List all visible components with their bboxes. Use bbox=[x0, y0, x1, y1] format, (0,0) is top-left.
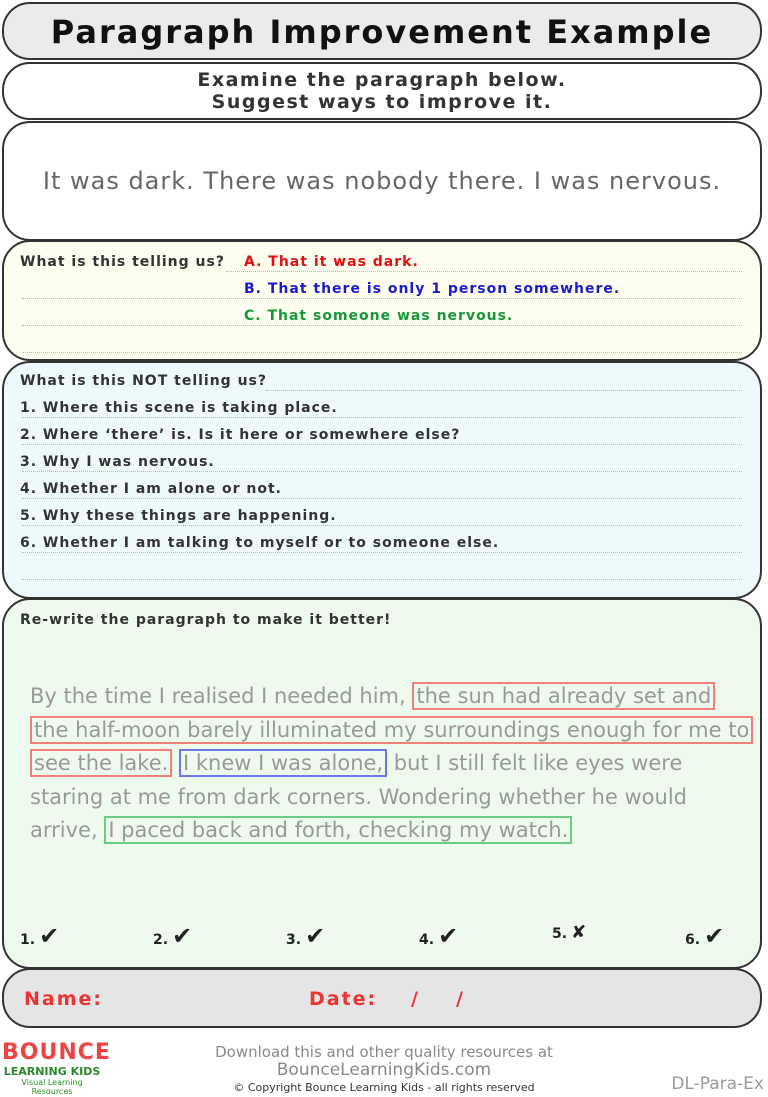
not-item: 5. Why these things are happening. bbox=[20, 508, 337, 524]
date-separator: / bbox=[456, 988, 465, 1010]
writing-line bbox=[22, 352, 742, 353]
rewrite-text: but I still felt like eyes were staring at me from dark corners. Wondering whether he would arrive, bbox=[30, 751, 687, 842]
highlight-setting: the sun had already set and the half-moon barely illuminated my surroundings enough for me to see the lake. bbox=[30, 682, 753, 777]
check-3: 3. ✔ bbox=[286, 922, 326, 950]
checkmark-icon: ✔ bbox=[172, 922, 193, 950]
rewrite-prompt: Re-write the paragraph to make it better! bbox=[20, 612, 392, 628]
checkmark-icon: ✔ bbox=[305, 922, 326, 950]
not-item: 2. Where ‘there’ is. Is it here or somewhere else? bbox=[20, 427, 461, 443]
writing-line bbox=[226, 271, 742, 272]
writing-line bbox=[22, 498, 742, 499]
not-telling-section bbox=[2, 361, 762, 599]
rewrite-text bbox=[172, 751, 179, 775]
writing-line bbox=[22, 325, 742, 326]
rewritten-paragraph bbox=[30, 680, 750, 848]
highlight-alone: I knew I was alone, bbox=[179, 749, 387, 777]
rewrite-text: By the time I realised I needed him, bbox=[30, 684, 413, 708]
original-paragraph: It was dark. There was nobody there. I was nervous. bbox=[2, 121, 762, 241]
check-4: 4. ✔ bbox=[419, 922, 459, 950]
date-separator: / bbox=[411, 988, 420, 1010]
writing-line bbox=[22, 552, 742, 553]
checkmark-icon: ✔ bbox=[438, 922, 459, 950]
logo: BOUNCE LEARNING KIDS Visual Learning Resources bbox=[2, 1040, 111, 1096]
writing-line bbox=[22, 525, 742, 526]
worksheet-code: DL-Para-Ex bbox=[671, 1074, 764, 1094]
not-item: 1. Where this scene is taking place. bbox=[20, 400, 338, 416]
not-item: 6. Whether I am talking to myself or to someone else. bbox=[20, 535, 500, 551]
instruction-line: Suggest ways to improve it. bbox=[211, 91, 553, 113]
answer-c: C. That someone was nervous. bbox=[244, 308, 514, 324]
checkmark-icon: ✔ bbox=[39, 922, 60, 950]
instruction-line: Examine the paragraph below. bbox=[197, 69, 567, 91]
name-date-bar bbox=[2, 968, 762, 1028]
writing-line bbox=[22, 444, 742, 445]
check-1: 1. ✔ bbox=[20, 922, 60, 950]
rewrite-section bbox=[2, 598, 762, 969]
writing-line bbox=[266, 390, 742, 391]
telling-section bbox=[2, 240, 762, 361]
highlight-action: I paced back and forth, checking my watch. bbox=[104, 816, 572, 844]
writing-line bbox=[22, 579, 742, 580]
date-label: Date: bbox=[309, 988, 378, 1010]
check-5: 5. ✘ bbox=[552, 922, 587, 943]
writing-line bbox=[22, 298, 742, 299]
not-telling-question: What is this NOT telling us? bbox=[20, 373, 268, 389]
check-2: 2. ✔ bbox=[153, 922, 193, 950]
answer-a: A. That it was dark. bbox=[244, 254, 419, 270]
name-label: Name: bbox=[24, 988, 104, 1010]
not-item: 3. Why I was nervous. bbox=[20, 454, 215, 470]
footer-website[interactable]: BounceLearningKids.com bbox=[276, 1060, 492, 1080]
footer-copyright: © Copyright Bounce Learning Kids - all rights reserved bbox=[233, 1081, 535, 1094]
writing-line bbox=[22, 417, 742, 418]
checkmark-icon: ✔ bbox=[704, 922, 725, 950]
instructions bbox=[2, 62, 762, 120]
telling-question: What is this telling us? bbox=[20, 254, 225, 270]
cross-icon: ✘ bbox=[571, 922, 587, 943]
writing-line bbox=[22, 471, 742, 472]
answer-b: B. That there is only 1 person somewhere. bbox=[244, 281, 621, 297]
page-title: Paragraph Improvement Example bbox=[2, 2, 762, 60]
footer-download: Download this and other quality resources at bbox=[215, 1043, 553, 1061]
not-item: 4. Whether I am alone or not. bbox=[20, 481, 282, 497]
check-6: 6. ✔ bbox=[685, 922, 725, 950]
